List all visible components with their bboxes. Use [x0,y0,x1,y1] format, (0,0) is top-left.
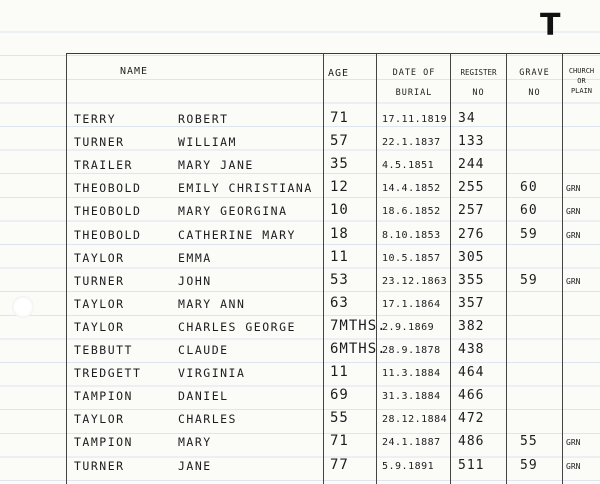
register-number-cell: 438 [458,342,485,357]
register-number-cell: 511 [458,457,485,473]
register-number-cell: 34 [458,111,476,126]
register-number-cell: 133 [458,134,485,150]
grave-number-cell: 60 [520,203,538,219]
surname-cell: TAYLOR [74,250,125,265]
header-top-rule [66,53,600,54]
age-cell: 57 [330,133,349,150]
header-note-line1: CHURCH [568,67,595,75]
register-number-cell: 357 [458,295,485,311]
age-cell: 7MTHS. [330,317,387,334]
surname-cell: TURNER [74,135,125,150]
table-row [0,247,600,270]
table-row [0,385,600,408]
grave-number-cell: 59 [520,272,538,288]
table-row [0,339,600,362]
header-register-line1: REGISTER [460,68,497,77]
grave-number-cell: 55 [520,434,538,450]
register-number-cell: 486 [458,434,485,450]
church-or-plain-cell: GRN [566,461,581,471]
age-cell: 10 [330,202,349,219]
surname-cell: TERRY [74,112,117,126]
age-cell: 71 [330,433,349,450]
forename-cell: CATHERINE MARY [178,227,296,242]
burial-date-cell: 24.1.1887 [382,437,441,449]
burial-date-cell: 18.6.1852 [382,206,441,218]
burial-date-cell: 11.3.1884 [382,368,441,380]
register-number-cell: 305 [458,249,485,265]
surname-cell: TURNER [74,273,125,288]
age-cell: 6MTHS. [330,341,387,357]
burial-date-cell: 10.5.1857 [382,252,441,264]
church-or-plain-cell: GRN [566,276,581,286]
forename-cell: DANIEL [178,389,229,404]
surname-cell: TAMPION [74,389,133,404]
forename-cell: JOHN [178,273,212,288]
grave-number-cell: 59 [520,226,538,242]
table-row [0,154,600,177]
burial-date-cell: 31.3.1884 [382,391,441,403]
register-number-cell: 276 [458,226,485,242]
forename-cell: ROBERT [178,112,229,126]
table-row [0,408,600,431]
surname-cell: THEOBOLD [74,227,142,242]
header-age: AGE [328,68,350,79]
forename-cell: MARY ANN [178,296,246,311]
table-row [0,131,600,154]
index-letter: T [540,8,561,43]
grave-number-cell: 60 [520,180,538,196]
burial-date-cell: 23.12.1863 [382,275,448,287]
age-cell: 11 [330,248,349,265]
header-date-line1: DATE OF [392,68,436,78]
surname-cell: THEOBOLD [74,181,142,196]
forename-cell: CLAUDE [178,343,229,357]
burial-date-cell: 14.4.1852 [382,183,441,195]
age-cell: 63 [330,294,349,311]
surname-cell: TAYLOR [74,319,125,334]
header-register-line2: NO [472,88,485,98]
surname-cell: THEOBOLD [74,204,142,219]
burial-date-cell: 4.5.1851 [382,160,435,172]
surname-cell: TREDGETT [74,366,142,381]
table-row [0,293,600,316]
register-number-cell: 466 [458,388,485,404]
forename-cell: MARY [178,435,212,450]
surname-cell: TRAILER [74,158,133,173]
table-row [0,270,600,293]
age-cell: 69 [330,387,349,404]
forename-cell: EMILY CHRISTIANA [178,181,313,196]
header-date-line2: BURIAL [395,88,433,98]
burial-date-cell: 5.9.1891 [382,460,435,472]
age-cell: 55 [330,410,349,427]
forename-cell: MARY GEORGINA [178,204,288,219]
table-row [0,108,600,131]
forename-cell: WILLIAM [178,135,237,150]
register-number-cell: 472 [458,411,485,427]
burial-date-cell: 22.1.1837 [382,137,441,149]
age-cell: 77 [330,456,349,473]
surname-cell: TAMPION [74,435,133,450]
age-cell: 71 [330,110,349,126]
forename-cell: VIRGINIA [178,366,246,381]
table-row [0,200,600,223]
surname-cell: TAYLOR [74,412,125,427]
church-or-plain-cell: GRN [566,207,581,217]
forename-cell: EMMA [178,250,212,265]
age-cell: 11 [330,364,349,381]
header-note-line2: OR [577,77,586,85]
burial-date-cell: 28.12.1884 [382,414,448,426]
register-number-cell: 355 [458,272,485,288]
church-or-plain-cell: GRN [566,184,581,194]
table-row [0,431,600,454]
forename-cell: CHARLES [178,412,237,427]
grave-number-cell: 59 [520,457,538,473]
burial-date-cell: 8.10.1853 [382,229,441,241]
burial-date-cell: 17.11.1819 [382,114,448,125]
register-number-cell: 382 [458,318,485,334]
forename-cell: CHARLES GEORGE [178,319,296,334]
age-cell: 12 [330,179,349,196]
table-row [0,362,600,385]
register-number-cell: 464 [458,365,485,381]
surname-cell: TEBBUTT [74,343,133,357]
church-or-plain-cell: GRN [566,438,581,448]
header-name: NAME [120,66,149,77]
table-row [0,455,600,478]
register-number-cell: 255 [458,180,485,196]
age-cell: 35 [330,156,349,173]
age-cell: 53 [330,271,349,288]
header-grave-line2: NO [528,88,541,98]
church-or-plain-cell: GRN [566,230,581,240]
burial-date-cell: 17.1.1864 [382,298,441,310]
surname-cell: TURNER [74,458,125,473]
header-note-line3: PLAIN [570,87,593,95]
table-row [0,316,600,339]
forename-cell: JANE [178,458,212,473]
register-number-cell: 257 [458,203,485,219]
age-cell: 18 [330,225,349,242]
header-grave-line1: GRAVE [519,68,550,78]
surname-cell: TAYLOR [74,296,125,311]
register-number-cell: 244 [458,157,485,173]
forename-cell: MARY JANE [178,158,254,173]
table-row [0,177,600,200]
table-row [0,224,600,247]
burial-date-cell: 2.9.1869 [382,321,435,333]
burial-date-cell: 28.9.1878 [382,345,441,356]
